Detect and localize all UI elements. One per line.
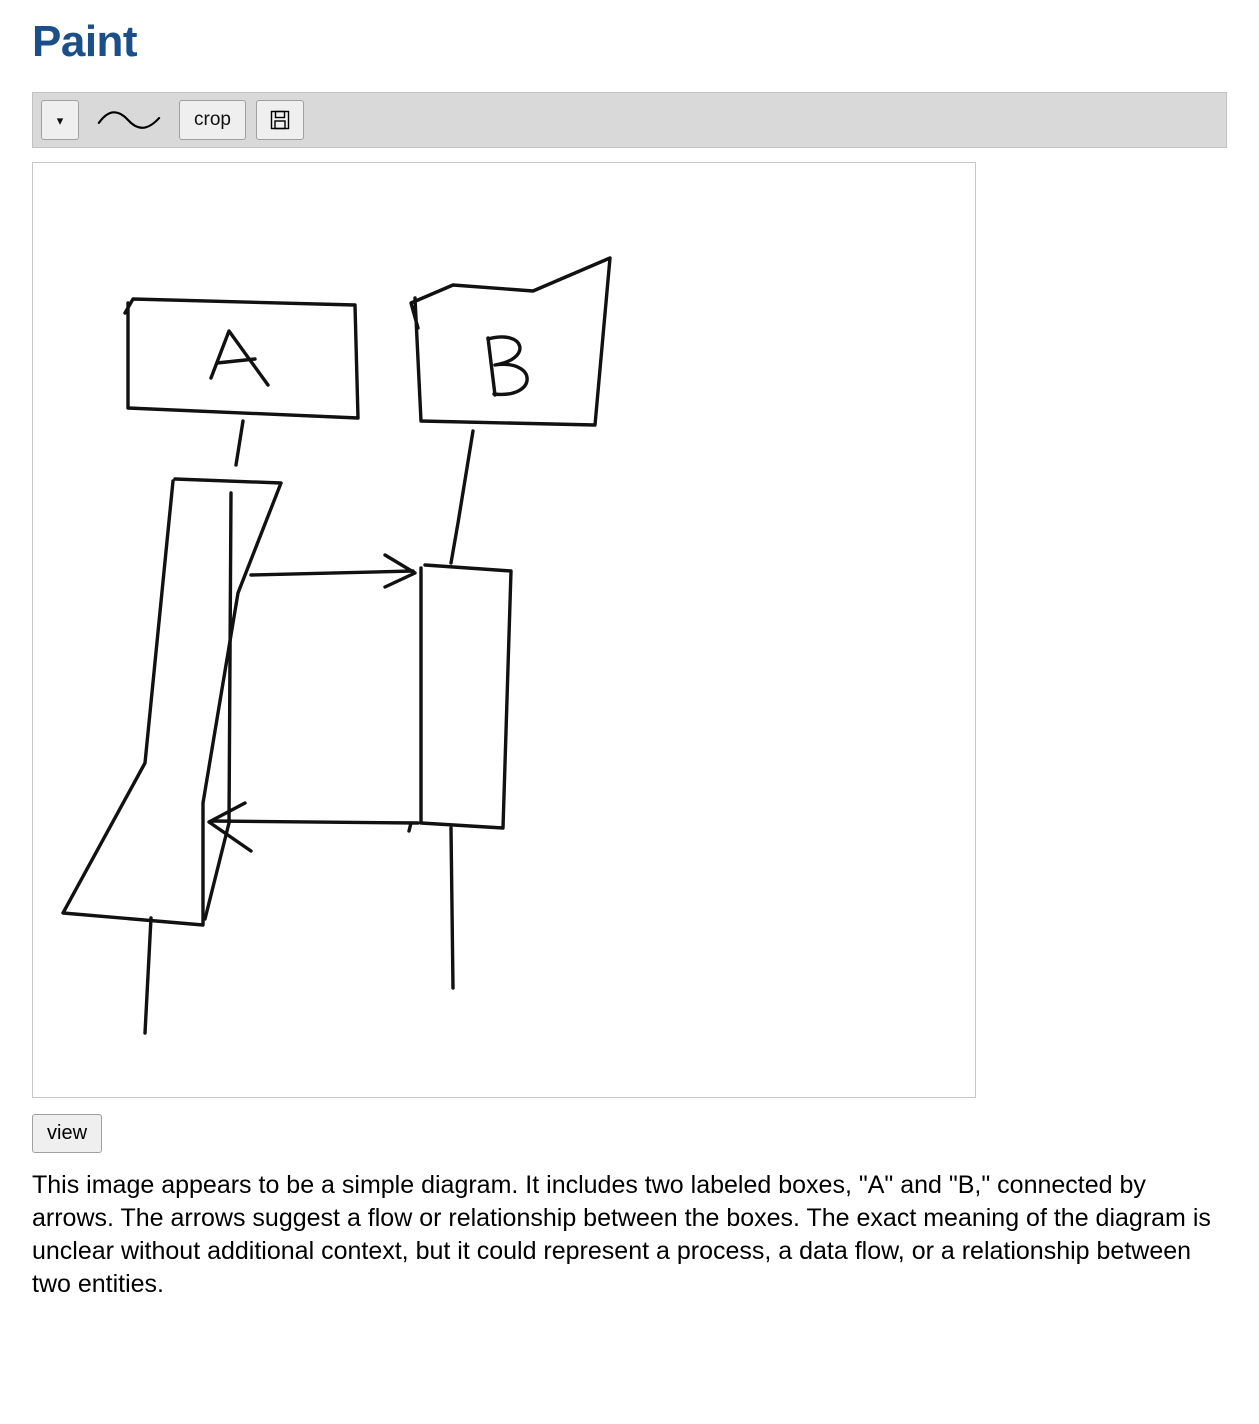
stroke-style-button[interactable]	[89, 100, 169, 140]
view-button[interactable]: view	[32, 1114, 102, 1153]
floppy-disk-icon	[269, 109, 291, 131]
crop-button[interactable]: crop	[179, 100, 246, 140]
chevron-down-icon: ▾	[56, 112, 64, 128]
canvas-drawing	[33, 163, 975, 1097]
image-description: This image appears to be a simple diagram. It includes two labeled boxes, "A" and "B," connected by arrows. The arrows suggest a flow or relationship between the boxes. The exact meaning of the diagram is unclear without additional context, but it could represent a process, a data flow, or a relationship between two entities.	[32, 1171, 1211, 1299]
tool-dropdown-button[interactable]	[41, 100, 79, 140]
stroke-curve-icon	[95, 107, 163, 133]
save-button[interactable]	[256, 100, 304, 140]
paint-canvas[interactable]	[32, 162, 976, 1098]
view-actions	[32, 1114, 1227, 1153]
app-root	[0, 18, 1259, 1301]
toolbar	[32, 92, 1227, 148]
page-title: Paint	[32, 17, 138, 66]
